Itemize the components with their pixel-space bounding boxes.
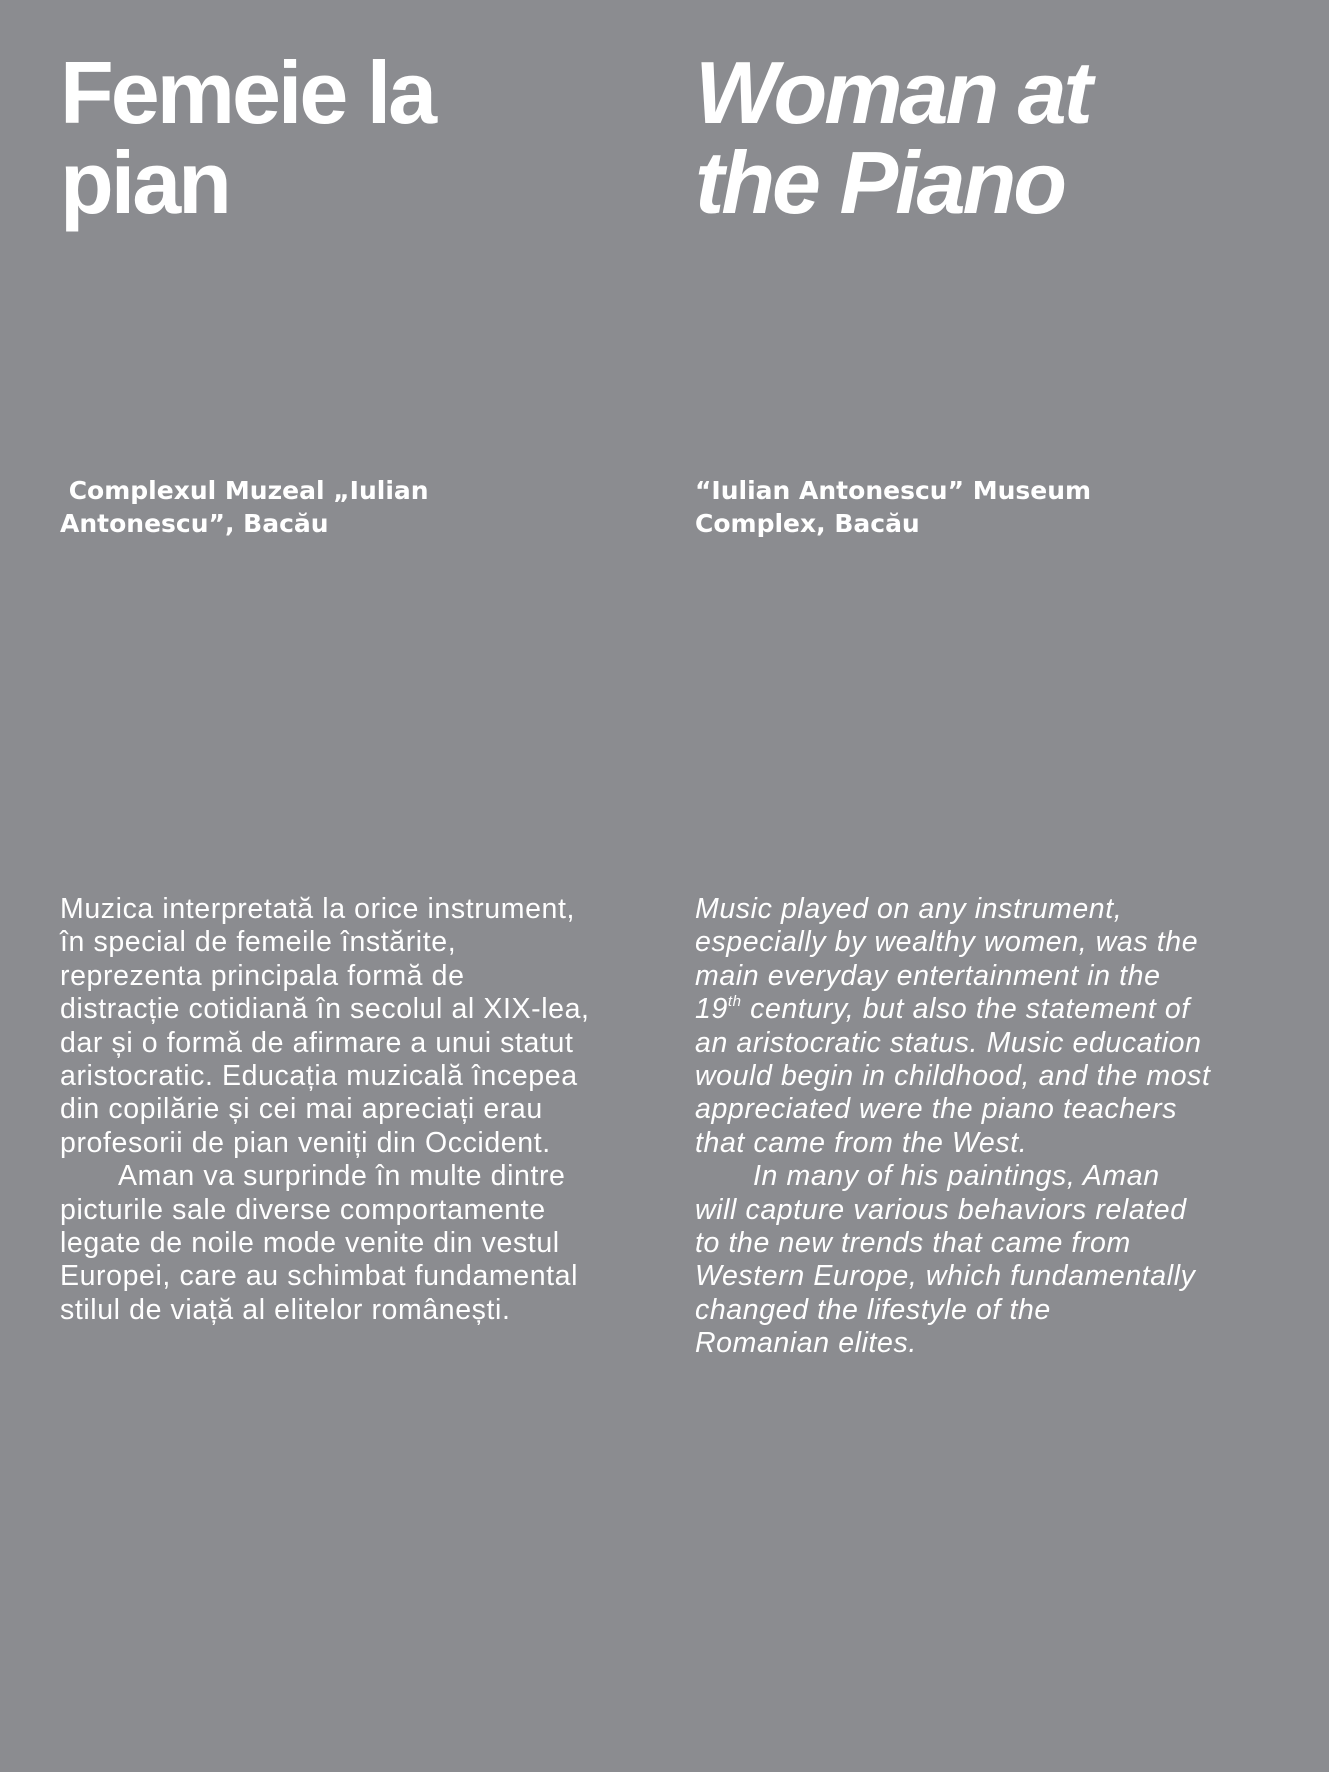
english-body-line: Music played on any instrument, bbox=[695, 893, 1123, 925]
english-body-line: especially by wealthy women, was the bbox=[695, 926, 1199, 959]
romanian-body-line: dar și o formă de afirmare a unui statut bbox=[60, 1026, 574, 1059]
english-body-line: an aristocratic status. Music education bbox=[695, 1026, 1202, 1059]
english-body-line bbox=[695, 993, 1295, 1026]
english-venue bbox=[695, 474, 1255, 540]
english-title-line: the Piano bbox=[695, 133, 1065, 232]
romanian-body-line: Europei, care au schimbat fundamental bbox=[60, 1260, 579, 1293]
english-body-line: Western Europe, which fundamentally bbox=[695, 1260, 1196, 1293]
romanian-venue-line: Antonescu”, Bacău bbox=[60, 509, 329, 538]
english-body-line: will capture various behaviors related bbox=[695, 1193, 1187, 1226]
romanian-body-line: profesorii de pian veniți din Occident. bbox=[60, 1126, 551, 1159]
english-column bbox=[695, 0, 1275, 1772]
english-body-line: that came from the West. bbox=[695, 1126, 1028, 1159]
english-title bbox=[695, 43, 1295, 232]
english-body-text bbox=[695, 893, 1295, 1361]
romanian-body-text bbox=[60, 893, 660, 1327]
century-number: 19 bbox=[695, 993, 728, 1026]
english-body-line: In many of his paintings, Aman bbox=[753, 1160, 1160, 1193]
century-line-rest: century, but also the statement of bbox=[741, 993, 1190, 1026]
romanian-body-line: în special de femeile înstărite, bbox=[60, 926, 457, 959]
romanian-title-line: Femeie la bbox=[60, 43, 435, 142]
romanian-title-line: pian bbox=[60, 133, 229, 232]
romanian-title bbox=[60, 43, 660, 232]
romanian-body-line: reprezenta principala formă de bbox=[60, 959, 465, 992]
english-body-line: main everyday entertainment in the bbox=[695, 959, 1161, 992]
english-venue-line: Complex, Bacău bbox=[695, 509, 920, 538]
romanian-venue-line: Complexul Muzeal „Iulian bbox=[60, 476, 429, 505]
romanian-body-line: picturile sale diverse comportamente bbox=[60, 1193, 546, 1226]
english-venue-line: “Iulian Antonescu” Museum bbox=[695, 476, 1092, 505]
romanian-venue bbox=[60, 474, 620, 540]
romanian-body-line: stilul de viață al elitelor românești. bbox=[60, 1293, 511, 1326]
english-body-line: changed the lifestyle of the bbox=[695, 1293, 1051, 1326]
romanian-body-line: legate de noile mode venite din vestul bbox=[60, 1227, 560, 1260]
romanian-body-line: aristocratic. Educația muzicală începea bbox=[60, 1060, 578, 1093]
romanian-body-line: din copilărie și cei mai apreciați erau bbox=[60, 1093, 543, 1126]
romanian-body-line: Aman va surprinde în multe dintre bbox=[118, 1160, 566, 1193]
english-title-line: Woman at bbox=[695, 43, 1090, 142]
romanian-body-line: distracție cotidiană în secolul al XIX-lea, bbox=[60, 993, 590, 1026]
romanian-column bbox=[60, 0, 640, 1772]
english-body-line: appreciated were the piano teachers bbox=[695, 1093, 1178, 1126]
english-body-line: would begin in childhood, and the most bbox=[695, 1060, 1211, 1093]
english-body-line: to the new trends that came from bbox=[695, 1227, 1131, 1260]
english-body-line: Romanian elites. bbox=[695, 1327, 917, 1360]
ordinal-suffix: th bbox=[727, 993, 742, 1011]
romanian-body-line: Muzica interpretată la orice instrument, bbox=[60, 893, 576, 925]
